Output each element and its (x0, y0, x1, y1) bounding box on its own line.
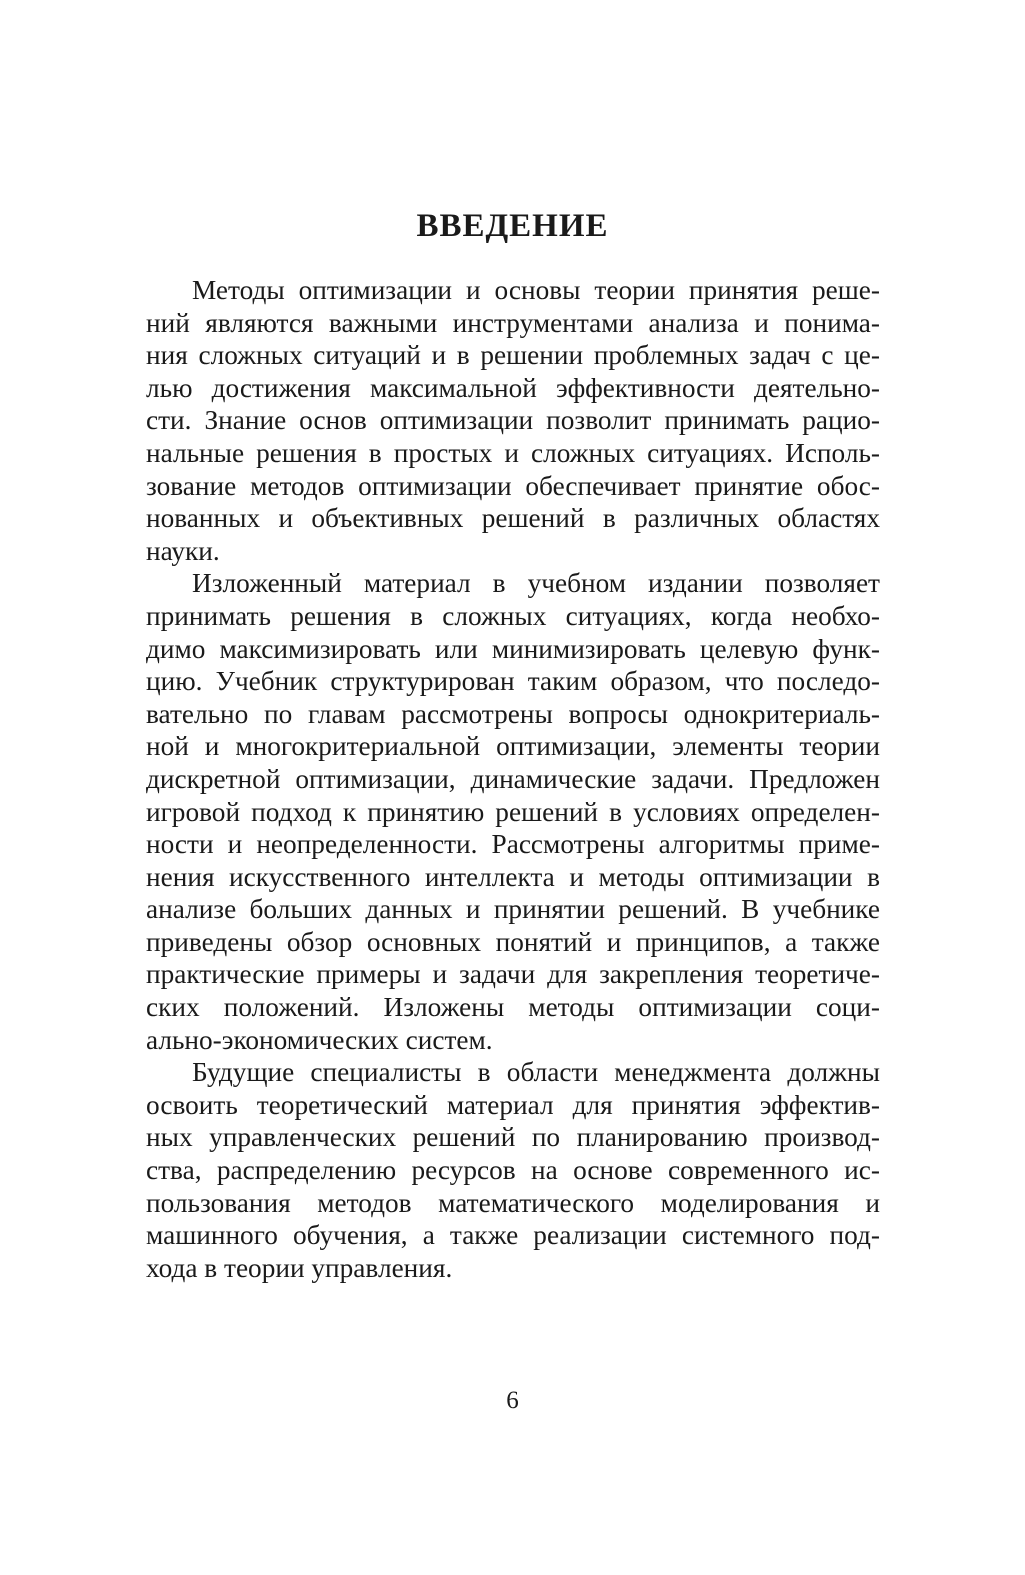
paragraph-line: Изложенный материал в учебном издании позволяет (192, 568, 880, 599)
paragraph-line: сти. Знание основ оптимизации позволит принимать рацио- (146, 405, 880, 436)
body-text (146, 274, 880, 1284)
paragraph-2 (146, 567, 880, 1056)
paragraph-line: пользования методов математического моделирования и (146, 1187, 880, 1218)
paragraph-line: димо максимизировать или минимизировать целевую функ- (146, 633, 880, 664)
paragraph-line: ально-экономических систем. (146, 1024, 493, 1055)
paragraph-line: освоить теоретический материал для принятия эффектив- (146, 1089, 880, 1120)
paragraph-line: ния сложных ситуаций и в решении проблемных задач с це- (146, 340, 880, 371)
page-number: 6 (506, 1387, 519, 1414)
paragraph-line: анализе больших данных и принятии решений. В учебнике (146, 894, 880, 925)
paragraph-line: Методы оптимизации и основы теории принятия реше- (192, 275, 880, 305)
paragraph-line: цию. Учебник структурирован таким образом, что последо- (146, 666, 880, 697)
paragraph-line: игровой подход к принятию решений в условиях определен- (146, 796, 880, 827)
paragraph-line: лью достижения максимальной эффективности деятельно- (146, 372, 880, 403)
paragraph-line: зование методов оптимизации обеспечивает принятие обос- (146, 470, 880, 501)
paragraph-line: приведены обзор основных понятий и принципов, а также (146, 926, 880, 957)
page-heading: ВВЕДЕНИЕ (416, 208, 609, 244)
paragraph-line: дискретной оптимизации, динамические задачи. Предложен (146, 763, 880, 794)
paragraph-line: науки. (146, 535, 220, 566)
paragraph-line: ности и неопределенности. Рассмотрены алгоритмы приме- (146, 829, 880, 860)
paragraph-line: нения искусственного интеллекта и методы оптимизации в (146, 861, 880, 892)
paragraph-line: хода в теории управления. (146, 1252, 453, 1283)
paragraph-line: ских положений. Изложены методы оптимизации соци- (146, 992, 880, 1023)
paragraph-1 (146, 274, 880, 567)
paragraph-line: ной и многокритериальной оптимизации, элементы теории (146, 731, 880, 762)
paragraph-line: нованных и объективных решений в различных областях (146, 503, 880, 534)
paragraph-line: принимать решения в сложных ситуациях, когда необхо- (146, 600, 880, 631)
paragraph-line: ства, распределению ресурсов на основе современного ис- (146, 1155, 880, 1186)
paragraph-line: ний являются важными инструментами анализа и понима- (146, 307, 880, 338)
paragraph-3 (146, 1056, 880, 1284)
paragraph-line: вательно по главам рассмотрены вопросы однокритериаль- (146, 698, 880, 729)
paragraph-line: Будущие специалисты в области менеджмента должны (192, 1057, 880, 1088)
paragraph-line: ных управленческих решений по планированию производ- (146, 1122, 880, 1153)
paragraph-line: нальные решения в простых и сложных ситуациях. Исполь- (146, 437, 880, 468)
paragraph-line: практические примеры и задачи для закрепления теоретиче- (146, 959, 880, 990)
paragraph-line: машинного обучения, а также реализации системного под- (146, 1220, 880, 1251)
